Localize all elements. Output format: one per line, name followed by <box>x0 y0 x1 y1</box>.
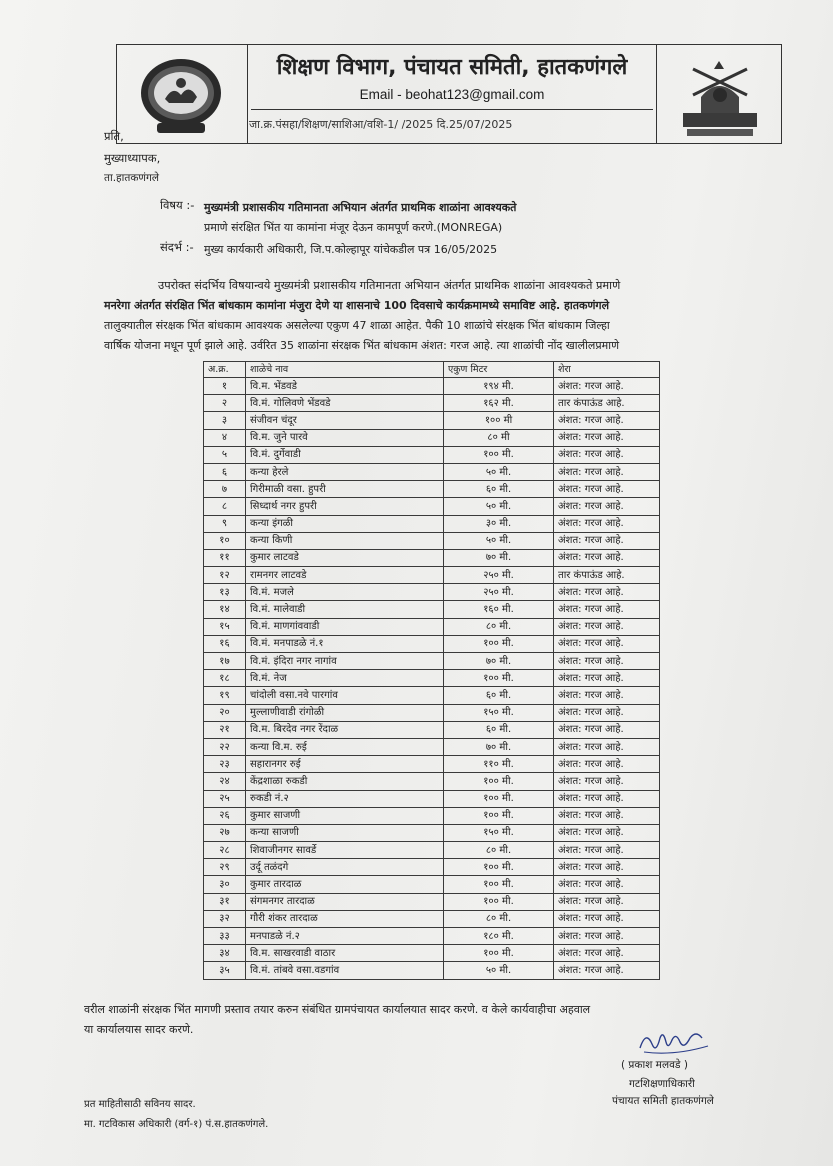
cell-total-meter: ८० मी. <box>444 910 554 927</box>
cell-total-meter: १९४ मी. <box>444 378 554 395</box>
cell-total-meter: ५० मी. <box>444 532 554 549</box>
col-header-serial: अ.क्र. <box>204 362 246 378</box>
cell-serial: २४ <box>204 773 246 790</box>
cell-school-name: कुमार तारदाळ <box>246 876 444 893</box>
office-title: शिक्षण विभाग, पंचायत समिती, हातकणंगले <box>276 55 628 80</box>
cell-school-name: कुमार साजणी <box>246 807 444 824</box>
cell-school-name: वि.मं. इंदिरा नगर नागांव <box>246 653 444 670</box>
cell-serial: २७ <box>204 824 246 841</box>
cell-total-meter: १०० मी. <box>444 773 554 790</box>
table-row <box>204 807 660 824</box>
cell-remark: अंशत: गरज आहे. <box>554 635 660 652</box>
closing-line-1: वरील शाळांनी संरक्षक भिंत मागणी प्रस्ताव तयार करुन संबंधित ग्रामपंचायत कार्यालयात सादर करणे. व केले कार्यवाहीचा अहवाल <box>84 1003 591 1016</box>
cell-school-name: वि.मं. मनपाडळे नं.१ <box>246 635 444 652</box>
table-row <box>204 635 660 652</box>
table-row <box>204 618 660 635</box>
cell-school-name: मुल्लाणीवाडी रांगोळी <box>246 704 444 721</box>
cell-serial: १३ <box>204 584 246 601</box>
cell-total-meter: ७० मी. <box>444 653 554 670</box>
cell-school-name: वि.मं. मजले <box>246 584 444 601</box>
signatory-office: पंचायत समिती हातकणंगले <box>612 1095 714 1107</box>
cell-total-meter: १०० मी <box>444 412 554 429</box>
cell-school-name: सहारानगर रुई <box>246 756 444 773</box>
cell-remark: अंशत: गरज आहे. <box>554 738 660 755</box>
recipient-line-3: ता.हातकणंगले <box>104 172 160 184</box>
cell-total-meter: ७० मी. <box>444 549 554 566</box>
cell-serial: १० <box>204 532 246 549</box>
cell-remark: अंशत: गरज आहे. <box>554 790 660 807</box>
cell-remark: अंशत: गरज आहे. <box>554 601 660 618</box>
cell-remark: अंशत: गरज आहे. <box>554 429 660 446</box>
cell-serial: २८ <box>204 842 246 859</box>
cell-total-meter: १०० मी. <box>444 859 554 876</box>
cell-serial: ३० <box>204 876 246 893</box>
reference-label: संदर्भ :- <box>160 240 194 254</box>
cell-total-meter: १०० मी. <box>444 670 554 687</box>
cell-serial: ४ <box>204 429 246 446</box>
cell-total-meter: १०० मी. <box>444 446 554 463</box>
table-row <box>204 859 660 876</box>
cell-total-meter: १८० मी. <box>444 928 554 945</box>
cell-serial: १९ <box>204 687 246 704</box>
cell-serial: ३२ <box>204 910 246 927</box>
cell-total-meter: ११० मी. <box>444 756 554 773</box>
table-row <box>204 962 660 979</box>
cell-remark: अंशत: गरज आहे. <box>554 481 660 498</box>
cell-serial: ९ <box>204 515 246 532</box>
subject-line-1: मुख्यमंत्री प्रशासकीय गतिमानता अभियान अंतर्गत प्राथमिक शाळांना आवश्यकते <box>204 201 517 214</box>
cell-serial: ६ <box>204 463 246 480</box>
cell-serial: ७ <box>204 481 246 498</box>
shivaji-emblem-logo <box>671 55 769 139</box>
table-row <box>204 704 660 721</box>
cell-remark: अंशत: गरज आहे. <box>554 859 660 876</box>
table-row <box>204 756 660 773</box>
cell-school-name: चांदोली वसा.नवे पारगांव <box>246 687 444 704</box>
copy-line-1: प्रत माहितीसाठी सविनय सादर. <box>84 1099 196 1110</box>
cell-school-name: वि.मं. तांबवे वसा.वडगांव <box>246 962 444 979</box>
cell-total-meter: १६० मी. <box>444 601 554 618</box>
cell-school-name: वि.म. साखरवाडी वाठार <box>246 945 444 962</box>
cell-serial: ३३ <box>204 928 246 945</box>
subject-label: विषय :- <box>160 198 195 212</box>
table-row <box>204 498 660 515</box>
cell-school-name: वि.मं. गोलिवणे भेंडवडे <box>246 395 444 412</box>
signatory-name: ( प्रकाश मलवडे ) <box>621 1059 688 1071</box>
cell-remark: अंशत: गरज आहे. <box>554 412 660 429</box>
cell-school-name: केंद्रशाळा रुकडी <box>246 773 444 790</box>
reference-text: मुख्य कार्यकारी अधिकारी, जि.प.कोल्हापूर यांचेकडील पत्र 16/05/2025 <box>204 243 498 256</box>
reference-number: जा.क्र.पंसहा/शिक्षण/साशिआ/वशि-1/ /2025 दि.25/07/2025 <box>249 118 513 131</box>
cell-school-name: मनपाडळे नं.२ <box>246 928 444 945</box>
cell-remark: अंशत: गरज आहे. <box>554 962 660 979</box>
zp-seal-logo <box>135 53 227 137</box>
recipient-line-1: प्रति, <box>104 129 124 143</box>
table-row <box>204 412 660 429</box>
cell-serial: ३ <box>204 412 246 429</box>
recipient-line-2: मुख्याध्यापक, <box>104 151 161 165</box>
cell-remark: अंशत: गरज आहे. <box>554 704 660 721</box>
signatory-designation: गटशिक्षणाधिकारी <box>629 1078 695 1090</box>
cell-school-name: रामनगर लाटवडे <box>246 567 444 584</box>
cell-remark: अंशत: गरज आहे. <box>554 842 660 859</box>
cell-serial: २० <box>204 704 246 721</box>
cell-serial: १५ <box>204 618 246 635</box>
cell-total-meter: ८० मी. <box>444 618 554 635</box>
letterhead-center <box>247 45 657 143</box>
cell-school-name: वि.म. भेंडवडे <box>246 378 444 395</box>
cell-remark: अंशत: गरज आहे. <box>554 498 660 515</box>
cell-serial: ८ <box>204 498 246 515</box>
table-row <box>204 395 660 412</box>
cell-school-name: कन्या इंगळी <box>246 515 444 532</box>
table-row <box>204 670 660 687</box>
table-row <box>204 928 660 945</box>
col-header-remark: शेरा <box>554 362 660 378</box>
cell-total-meter: १०० मी. <box>444 893 554 910</box>
col-header-school: शाळेचे नाव <box>246 362 444 378</box>
cell-school-name: वि.मं. दुर्गेवाडी <box>246 446 444 463</box>
cell-total-meter: १०० मी. <box>444 876 554 893</box>
header-divider <box>251 109 653 110</box>
cell-total-meter: ३० मी. <box>444 515 554 532</box>
cell-serial: २९ <box>204 859 246 876</box>
cell-serial: २२ <box>204 738 246 755</box>
cell-remark: अंशत: गरज आहे. <box>554 756 660 773</box>
cell-total-meter: ६० मी. <box>444 721 554 738</box>
table-row <box>204 824 660 841</box>
table-row <box>204 653 660 670</box>
table-row <box>204 721 660 738</box>
table-row <box>204 945 660 962</box>
body-line-2: मनरेगा अंतर्गत संरक्षित भिंत बांधकाम कामांना मंजुरा देणे या शासनाचे 100 दिवसाचे कार्यक्रमामध्ये समाविष्ट आहे. हातकणंगले <box>104 299 610 312</box>
cell-remark: अंशत: गरज आहे. <box>554 773 660 790</box>
cell-total-meter: ८० मी. <box>444 842 554 859</box>
cell-serial: २६ <box>204 807 246 824</box>
cell-school-name: गौरी शंकर तारदाळ <box>246 910 444 927</box>
cell-school-name: वि.मं. नेज <box>246 670 444 687</box>
table-row <box>204 549 660 566</box>
table-row <box>204 463 660 480</box>
letterhead-right-panel <box>656 45 781 143</box>
cell-serial: २३ <box>204 756 246 773</box>
cell-remark: अंशत: गरज आहे. <box>554 584 660 601</box>
table-row <box>204 687 660 704</box>
cell-total-meter: ६० मी. <box>444 481 554 498</box>
cell-remark: अंशत: गरज आहे. <box>554 549 660 566</box>
cell-total-meter: २५० मी. <box>444 584 554 601</box>
table-row <box>204 378 660 395</box>
cell-school-name: रुकडी नं.२ <box>246 790 444 807</box>
body-line-3: तालुक्यातील संरक्षक भिंत बांधकाम आवश्यक असलेल्या एकुण 47 शाळा आहेत. पैकी 10 शाळांचे संरक्षक भिंत बांधकाम जिल्हा <box>104 319 610 332</box>
cell-serial: ३४ <box>204 945 246 962</box>
cell-serial: ५ <box>204 446 246 463</box>
table-row <box>204 773 660 790</box>
cell-school-name: गिरीमाळी वसा. हुपरी <box>246 481 444 498</box>
table-row <box>204 738 660 755</box>
cell-serial: ३१ <box>204 893 246 910</box>
letterhead-left-panel <box>117 45 248 143</box>
cell-serial: २५ <box>204 790 246 807</box>
cell-serial: ३५ <box>204 962 246 979</box>
cell-remark: अंशत: गरज आहे. <box>554 378 660 395</box>
cell-total-meter: १०० मी. <box>444 807 554 824</box>
cell-school-name: वि.मं. माणगांववाडी <box>246 618 444 635</box>
cell-remark: अंशत: गरज आहे. <box>554 532 660 549</box>
cell-remark: अंशत: गरज आहे. <box>554 876 660 893</box>
table-row <box>204 876 660 893</box>
cell-school-name: वि.म. जुने पारवे <box>246 429 444 446</box>
cell-total-meter: १०० मी. <box>444 945 554 962</box>
cell-school-name: सिध्दार्थ नगर हुपरी <box>246 498 444 515</box>
cell-total-meter: ५० मी. <box>444 498 554 515</box>
body-line-4: वार्षिक योजना मधून पूर्ण झाले आहे. उर्वरित 35 शाळांना संरक्षक भिंत बांधकाम अंशत: गरज आहे. त्या शाळांची नोंद खालीलप्रमाणे <box>104 339 620 352</box>
cell-school-name: संगमनगर तारदाळ <box>246 893 444 910</box>
cell-remark: अंशत: गरज आहे. <box>554 928 660 945</box>
closing-line-2: या कार्यालयास सादर करणे. <box>84 1023 194 1036</box>
cell-remark: अंशत: गरज आहे. <box>554 446 660 463</box>
cell-remark: अंशत: गरज आहे. <box>554 618 660 635</box>
cell-serial: १७ <box>204 653 246 670</box>
cell-remark: अंशत: गरज आहे. <box>554 515 660 532</box>
cell-remark: अंशत: गरज आहे. <box>554 910 660 927</box>
cell-school-name: संजीवन चंदूर <box>246 412 444 429</box>
cell-school-name: कन्या हेरले <box>246 463 444 480</box>
cell-total-meter: ८० मी <box>444 429 554 446</box>
cell-remark: अंशत: गरज आहे. <box>554 945 660 962</box>
cell-school-name: वि.म. बिरदेव नगर रेंदाळ <box>246 721 444 738</box>
cell-total-meter: ७० मी. <box>444 738 554 755</box>
cell-total-meter: ५० मी. <box>444 962 554 979</box>
table-row <box>204 842 660 859</box>
cell-total-meter: १०० मी. <box>444 635 554 652</box>
cell-remark: अंशत: गरज आहे. <box>554 670 660 687</box>
schools-table <box>203 361 660 980</box>
table-row <box>204 515 660 532</box>
cell-school-name: वि.मं. मालेवाडी <box>246 601 444 618</box>
copy-line-2: मा. गटविकास अधिकारी (वर्ग-१) पं.स.हातकणंगले. <box>84 1119 269 1130</box>
cell-serial: २१ <box>204 721 246 738</box>
cell-remark: अंशत: गरज आहे. <box>554 893 660 910</box>
cell-school-name: कन्या वि.म. रुई <box>246 738 444 755</box>
office-email: Email - beohat123@gmail.com <box>359 87 545 102</box>
cell-serial: १४ <box>204 601 246 618</box>
cell-remark: तार कंपाऊंड आहे. <box>554 567 660 584</box>
cell-total-meter: ६० मी. <box>444 687 554 704</box>
cell-school-name: उर्दू तळंदगे <box>246 859 444 876</box>
table-row <box>204 429 660 446</box>
cell-serial: १८ <box>204 670 246 687</box>
cell-serial: १६ <box>204 635 246 652</box>
cell-remark: अंशत: गरज आहे. <box>554 824 660 841</box>
cell-total-meter: १०० मी. <box>444 790 554 807</box>
cell-serial: १२ <box>204 567 246 584</box>
cell-school-name: कुमार लाटवडे <box>246 549 444 566</box>
subject-line-2: प्रमाणे संरक्षित भिंत या कामांना मंजूर देऊन कामपूर्ण करणे.(MONREGA) <box>204 221 503 234</box>
col-header-meter: एकुण मिटर <box>444 362 554 378</box>
table-row <box>204 584 660 601</box>
cell-total-meter: १६२ मी. <box>444 395 554 412</box>
cell-total-meter: १५० मी. <box>444 704 554 721</box>
cell-remark: अंशत: गरज आहे. <box>554 463 660 480</box>
cell-total-meter: २५० मी. <box>444 567 554 584</box>
body-line-1: उपरोक्त संदर्भिय विषयान्वये मुख्यमंत्री प्रशासकीय गतिमानता अभियान अंतर्गत प्राथमिक शाळांना आवश्यकते प्रमाणे <box>158 279 621 292</box>
table-row <box>204 893 660 910</box>
cell-serial: ११ <box>204 549 246 566</box>
cell-school-name: शिवाजीनगर सावर्डे <box>246 842 444 859</box>
cell-total-meter: ५० मी. <box>444 463 554 480</box>
cell-remark: अंशत: गरज आहे. <box>554 653 660 670</box>
table-row <box>204 790 660 807</box>
table-row <box>204 910 660 927</box>
handwritten-signature <box>636 1028 716 1058</box>
table-row <box>204 481 660 498</box>
table-row <box>204 446 660 463</box>
table-row <box>204 567 660 584</box>
letterhead <box>116 44 782 144</box>
cell-school-name: कन्या साजणी <box>246 824 444 841</box>
cell-remark: अंशत: गरज आहे. <box>554 687 660 704</box>
cell-remark: अंशत: गरज आहे. <box>554 721 660 738</box>
cell-serial: १ <box>204 378 246 395</box>
cell-remark: तार कंपाऊंड आहे. <box>554 395 660 412</box>
table-row <box>204 532 660 549</box>
cell-serial: २ <box>204 395 246 412</box>
cell-total-meter: १५० मी. <box>444 824 554 841</box>
cell-school-name: कन्या किणी <box>246 532 444 549</box>
table-row <box>204 601 660 618</box>
cell-remark: अंशत: गरज आहे. <box>554 807 660 824</box>
table-header-row <box>204 362 660 378</box>
